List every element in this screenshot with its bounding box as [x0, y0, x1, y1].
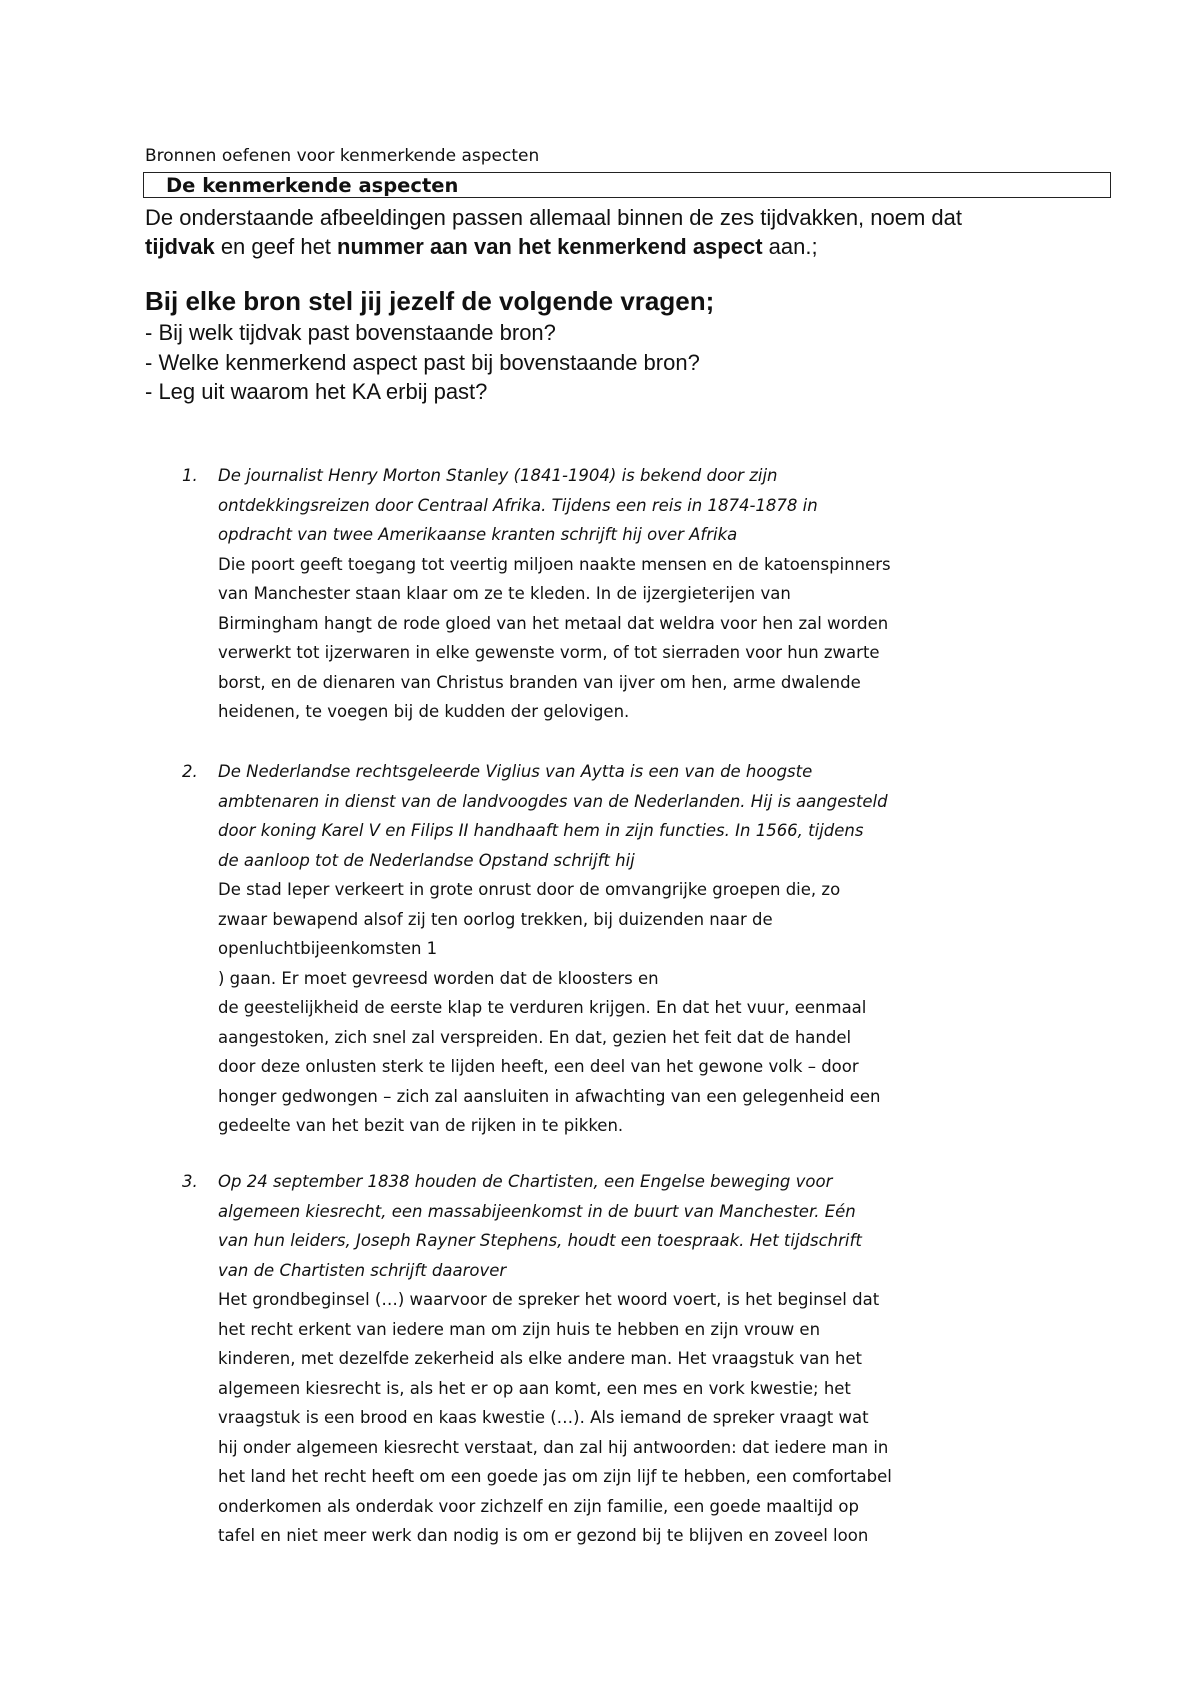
section-title-box — [143, 172, 1111, 198]
source-text-line: het recht erkent van iedere man om zijn huis te hebben en zijn vrouw en — [218, 1319, 821, 1339]
source-intro-line: opdracht van twee Amerikaanse kranten schrijft hij over Afrika — [218, 525, 738, 544]
source-intro-line: van de Chartisten schrijft daarover — [218, 1260, 507, 1280]
source-intro-line: ontdekkingsreizen door Centraal Afrika. Tijdens een reis in 1874-1878 in — [218, 495, 818, 515]
intro-line-2 — [145, 232, 1125, 261]
source-text-line: door deze onlusten sterk te lijden heeft, een deel van het gewone volk – door — [218, 1057, 859, 1076]
source-text-line: vraagstuk is een brood en kaas kwestie (…). Als iemand de spreker vraagt wat — [218, 1408, 869, 1427]
source-number: 1. — [182, 466, 198, 485]
source-intro-line: de aanloop tot de Nederlandse Opstand schrijft hij — [218, 850, 635, 870]
source-text-line: ) gaan. Er moet gevreesd worden dat de kloosters en — [218, 968, 659, 988]
source-text-line: gedeelte van het bezit van de rijken in te pikken. — [218, 1116, 624, 1135]
document-header: Bronnen oefenen voor kenmerkende aspecten — [145, 146, 540, 166]
source-text-line: Birmingham hangt de rode gloed van het metaal dat weldra voor hen zal worden — [218, 613, 889, 633]
source-text-line: heidenen, te voegen bij de kudden der gelovigen. — [218, 702, 630, 721]
source-intro-line: door koning Karel V en Filips II handhaaft hem in zijn functies. In 1566, tijdens — [218, 821, 864, 840]
question-item: - Bij welk tijdvak past bovenstaande bron? — [145, 320, 556, 345]
source-item-3 — [182, 1167, 978, 1551]
section-title: De kenmerkende aspecten — [166, 174, 459, 197]
source-text-line: Het grondbeginsel (…) waarvoor de spreker het woord voert, is het beginsel dat — [218, 1290, 880, 1309]
source-text-line: onderkomen als onderdak voor zichzelf en zijn familie, een goede maaltijd op — [218, 1496, 859, 1516]
source-text-line: algemeen kiesrecht is, als het er op aan komt, een mes en vork kwestie; het — [218, 1378, 851, 1398]
source-text-line: Die poort geeft toegang tot veertig miljoen naakte mensen en de katoenspinners — [218, 554, 891, 574]
intro-bold-nummer: nummer aan van het kenmerkend aspect — [337, 234, 763, 259]
source-text-line: de geestelijkheid de eerste klap te verduren krijgen. En dat het vuur, eenmaal — [218, 998, 867, 1017]
intro-line-1: De onderstaande afbeeldingen passen allemaal binnen de zes tijdvakken, noem dat — [145, 205, 963, 230]
source-item-1 — [182, 461, 978, 727]
source-text-line: het land het recht heeft om een goede jas om zijn lijf te hebben, een comfortabel — [218, 1467, 892, 1486]
source-text-line: zwaar bewapend alsof zij ten oorlog trekken, bij duizenden naar de — [218, 909, 773, 929]
source-intro-line: algemeen kiesrecht, een massabijeenkomst in de buurt van Manchester. Eén — [218, 1201, 856, 1221]
source-intro-line: Op 24 september 1838 houden de Chartisten, een Engelse beweging voor — [218, 1172, 833, 1191]
source-text-line: tafel en niet meer werk dan nodig is om er gezond bij te blijven en zoveel loon — [218, 1526, 869, 1545]
intro-end-text: aan.; — [762, 234, 818, 259]
source-text-line: aangestoken, zich snel zal verspreiden. En dat, gezien het feit dat de handel — [218, 1027, 852, 1047]
intro-mid-text: en geef het — [214, 234, 338, 259]
source-text-line: van Manchester staan klaar om ze te kleden. In de ijzergieterijen van — [218, 584, 791, 603]
source-number: 3. — [182, 1172, 198, 1191]
source-text-line: borst, en de dienaren van Christus branden van ijver om hen, arme dwalende — [218, 672, 861, 692]
source-intro-line: De journalist Henry Morton Stanley (1841-1904) is bekend door zijn — [218, 466, 778, 485]
source-text-line: hij onder algemeen kiesrecht verstaat, dan zal hij antwoorden: dat iedere man in — [218, 1437, 889, 1457]
source-intro-line: ambtenaren in dienst van de landvoogdes van de Nederlanden. Hij is aangesteld — [218, 791, 888, 811]
questions-heading: Bij elke bron stel jij jezelf de volgende vragen; — [145, 286, 715, 316]
source-text-line: verwerkt tot ijzerwaren in elke gewenste vorm, of tot sierraden voor hun zwarte — [218, 643, 880, 662]
intro-bold-tijdvak: tijdvak — [145, 234, 215, 259]
source-text-line: openluchtbijeenkomsten 1 — [218, 939, 438, 958]
source-text-line: De stad Ieper verkeert in grote onrust door de omvangrijke groepen die, zo — [218, 880, 841, 899]
source-intro-line: van hun leiders, Joseph Rayner Stephens, houdt een toespraak. Het tijdschrift — [218, 1231, 862, 1250]
source-number: 2. — [182, 762, 198, 781]
source-intro-line: De Nederlandse rechtsgeleerde Viglius van Aytta is een van de hoogste — [218, 762, 813, 781]
intro-paragraph — [145, 203, 1125, 261]
question-item: - Welke kenmerkend aspect past bij bovenstaande bron? — [145, 349, 700, 375]
questions-list — [145, 318, 700, 407]
source-text-line: kinderen, met dezelfde zekerheid als elke andere man. Het vraagstuk van het — [218, 1349, 862, 1368]
source-item-2 — [182, 757, 978, 1141]
source-text-line: honger gedwongen – zich zal aansluiten in afwachting van een gelegenheid een — [218, 1086, 881, 1106]
question-item: - Leg uit waarom het KA erbij past? — [145, 379, 488, 404]
